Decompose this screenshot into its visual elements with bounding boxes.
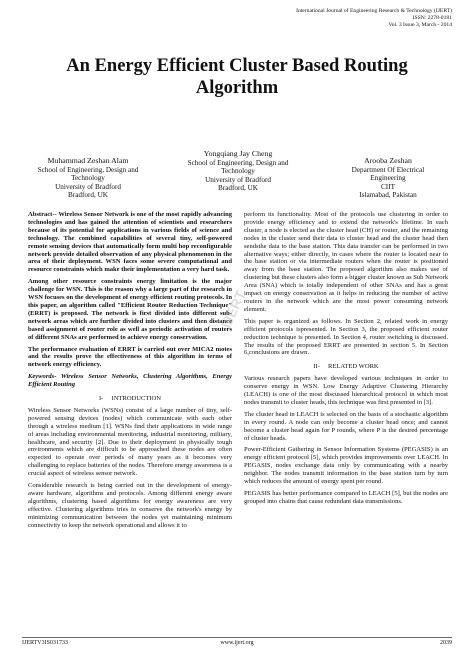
journal-header	[296, 8, 452, 29]
body-paragraph: Power-Efficient Gathering in Sensor Information Systems (PEGASIS) is an energy efficient protocol [5], which provides improvements over LEACH. In PEGASIS, nodes exchange data only by communicating with a nearby neighbor. The nodes transmit information to the base station turn by turn which reduces the amount of energy spent per round.	[244, 446, 448, 486]
abstract-paragraph: Among other resource constraints energy limitation is the major challenge for WSN. This is the reason why a large part of the research in WSN focuses on the development of energy efficient routing protocols. In this paper, an algorithm called "Efficient Router Reduction Technique" (ERRT) is proposed. The network is first divided into different sub-network areas which are further divided into clusters and then distance based assignment of router role as well as periodic activation of routers of different SNAs are performed to achieve energy conservation.	[28, 278, 232, 341]
body-paragraph: PEGASIS has better performance compared to LEACH [5], but the nodes are grouped into chains that cause redundant data transmissions.	[244, 490, 448, 505]
body-paragraph: perform its functionality. Most of the protocols use clustering in order to provide energy efficiency and to extend the network's lifetime. In each cluster, a node is elected as the cluster head (CH) or router, and the remaining nodes in the cluster send their data to cluster head and the cluster head then sendsthe data to the base station. This data transfer can be performed in two alternative ways; either directly, in cases where the router is located near to the base station or via intermediate routers when the router is positioned away from the base station. The proposed algorithm also makes use of clustering but these clusters also form a bigger cluster known as Sub Network Area (SNA) which is totally independent of other SNAs and has a great impact on energy conservation as it helps in reducing the number of active routers in the network which are the most power consuming network element.	[244, 211, 448, 313]
section-heading-related-work: II- RELATED WORK	[313, 363, 379, 371]
paper-title: An Energy Efficient Cluster Based Routing Algorithm	[66, 56, 408, 98]
keywords: Keywords- Wireless Sensor Networks, Clustering Algorithms, Energy Efficient Routing	[28, 373, 232, 389]
author-affiliation: School of Engineering, Design and	[37, 165, 139, 174]
author-name: Arooba Zeshan	[364, 156, 412, 165]
body-paragraph: Wireless Sensor Networks (WSNs) consist of a large number of tiny, self-powered sensing devices (nodes) which communicate with each other through a wireless medium [1]. WSNs find their applications in wide range of areas including environmental monitoring, industrial monitoring, military, healthcare, and security [2]. Due to their deployment in physically tough environments which are difficult to be approached these nodes are often expected to operate over periods of many years as it becomes very challenging to replace batteries of the nodes. Therefore energy awareness is a crucial aspect of wireless sensor network.	[28, 406, 232, 478]
author-affiliation: Department Of Electrical	[351, 165, 425, 174]
body-paragraph: This paper is organized as follows. In Section 2, related work in energy efficient protocols ispresented. In Section 3, the proposed efficient router reduction technique is presented. In Section 4, router switching is discussed. The results of the proposed ERRT are presented in section 5. In Section 6,conclusions are drawn.	[244, 317, 448, 357]
abstract-paragraph: Abstract-- Wireless Sensor Network is one of the most rapidly advancing technologies and has gained the attention of scientists and researchers because of its potential for applications in various fields of science and technology. The combined capabilities of several tiny, self-powered remote sensing devices that automatically form multi hop reconfigurable network provide detailed observation of any physical phenomenon in the area of their deployment. WSN faces some severe computational and resource constraints which make their implementation a very hard task.	[28, 211, 232, 274]
body-paragraph: Various research papers have developed various techniques in order to conserve energy in WSN. Low Energy Adaptive Clustering Hierarchy (LEACH) is one of the most discussed hierarchical protocol in which most nodes transmit to cluster heads, this technique was first presented in [3].	[244, 375, 448, 406]
left-column	[28, 211, 232, 534]
section-heading-introduction: I- INTRODUCTION	[98, 395, 162, 403]
watermark: IJERT	[217, 287, 249, 331]
page-number: 2039	[440, 640, 452, 646]
journal-volume: Vol. 3 Issue 3, March - 2014	[388, 22, 452, 28]
paper-id: IJERTV3IS031733	[22, 640, 68, 646]
footer-divider	[22, 637, 452, 638]
body-paragraph: Considerable research is being carried out in the development of energy-aware hardware, algorithms and protocols. Among different energy aware algorithms, clustering based algorithms for energy awareness are very effective. Clustering algorithms tries to conserve the network's energy by minimizing communication between the nodes yet maintaining minimum connectivity to keep the network operational and allows it to	[28, 482, 232, 529]
author-block-1: Muhammad Zeshan Alam School of Engineering, Design and Technology University of Bradford Bradford, UK	[18, 157, 158, 200]
journal-issn: ISSN: 2278-0181	[412, 15, 452, 21]
journal-name: International Journal of Engineering Research & Technology (IJERT)	[296, 8, 452, 14]
author-name: Muhammad Zeshan Alam	[47, 156, 129, 165]
page-footer	[22, 640, 452, 652]
author-name: Yongqiang Jay Cheng	[203, 149, 273, 158]
author-affiliation: School of Engineering, Design and	[187, 158, 289, 167]
body-paragraph: The cluster head in LEACH is selected on the basis of a stochastic algorithm in every round. A node can only become a cluster head once; and cannot become a cluster head again for P rounds, where P is the desired percentage of cluster heads.	[244, 410, 448, 442]
right-column	[244, 211, 448, 510]
journal-url[interactable]: www.ijert.org	[220, 640, 254, 646]
author-block-3: Arooba Zeshan Department Of Electrical Engineering CIIT Islamabad, Pakistan	[318, 157, 458, 200]
abstract-paragraph: The performance evaluation of ERRT is carried out over MICA2 motes and the results prove the effectiveness of this algorithm in terms of network energy efficiency.	[28, 345, 232, 369]
author-block-2: Yongqiang Jay Cheng School of Engineering, Design and Technology University of Bradford Bradford, UK	[168, 150, 308, 193]
